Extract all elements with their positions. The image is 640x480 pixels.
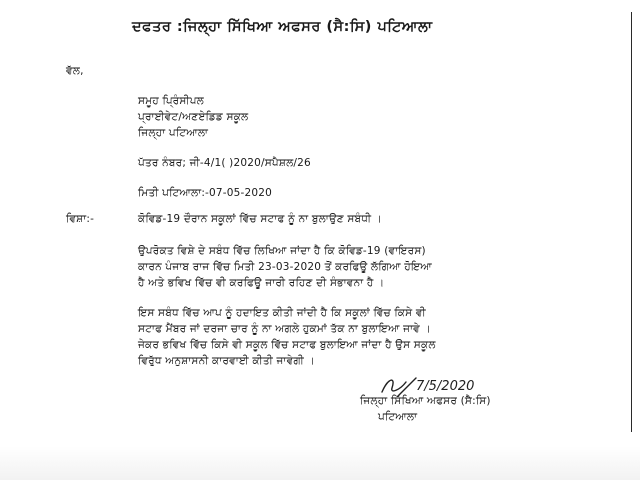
recipient-line-1: ਸਮੂਹ ਪ੍ਰਿੰਸੀਪਲ bbox=[138, 95, 204, 107]
paragraph-1-line-2: ਕਾਰਨ ਪੰਜਾਬ ਰਾਜ ਵਿੱਚ ਮਿਤੀ 23-03-2020 ਤੋਂ ਕਰਫਿਊ ਲੱਗਿਆ ਹੋਇਆ bbox=[138, 261, 432, 273]
date-line: ਮਿਤੀ ਪਟਿਆਲਾ:-07-05-2020 bbox=[138, 187, 273, 199]
subject-label: ਵਿਸ਼ਾ:- bbox=[66, 213, 95, 225]
letter-number: ਪੱਤਰ ਨੰਬਰ; ਜੀ-4/1( )2020/ਸਪੈਸ਼ਲ/26 bbox=[138, 157, 311, 169]
recipient-line-3: ਜਿਲ੍ਹਾ ਪਟਿਆਲਾ bbox=[138, 127, 209, 139]
paragraph-2-line-1: ਇਸ ਸਬੰਧ ਵਿੱਚ ਆਪ ਨੂੰ ਹਦਾਇਤ ਕੀਤੀ ਜਾਂਦੀ ਹੈ ਕਿ ਸਕੂਲਾਂ ਵਿੱਚ ਕਿਸੇ ਵੀ bbox=[138, 307, 426, 319]
office-header: ਦਫਤਰ :ਜਿਲ੍ਹਾ ਸਿੱਖਿਆ ਅਫਸਰ (ਸੈ:ਸਿ) ਪਟਿਆਲਾ bbox=[132, 19, 433, 35]
page-bottom-shadow bbox=[0, 446, 640, 480]
to-label: ਵੱਲ, bbox=[66, 65, 84, 77]
paragraph-1-line-3: ਹੈ ਅਤੇ ਭਵਿਖ ਵਿੱਚ ਵੀ ਕਰਫਿਊ ਜਾਰੀ ਰਹਿਣ ਦੀ ਸੰਭਾਵਨਾ ਹੈ । bbox=[138, 277, 385, 289]
paragraph-2-line-4: ਵਿਰੁੱਧ ਅਨੁਸ਼ਾਸਨੀ ਕਾਰਵਾਈ ਕੀਤੀ ਜਾਵੇਗੀ । bbox=[138, 355, 315, 367]
paragraph-1-line-1: ਉਪਰੋਕਤ ਵਿਸ਼ੇ ਦੇ ਸਬੰਧ ਵਿੱਚ ਲਿਖਿਆ ਜਾਂਦਾ ਹੈ ਕਿ ਕੋਵਿਡ-19 (ਵਾਇਰਸ) bbox=[138, 245, 426, 257]
recipient-line-2: ਪ੍ਰਾਈਵੇਟ/ਅਣਏਡਿਡ ਸਕੂਲ bbox=[138, 111, 249, 123]
subject-text: ਕੋਵਿਡ-19 ਦੌਰਾਨ ਸਕੂਲਾਂ ਵਿੱਚ ਸਟਾਫ ਨੂੰ ਨਾ ਬੁਲਾਉਣ ਸਬੰਧੀ । bbox=[138, 213, 383, 225]
paragraph-2-line-2: ਸਟਾਫ ਮੈਂਬਰ ਜਾਂ ਦਰਜਾ ਚਾਰ ਨੂੰ ਨਾ ਅਗਲੇ ਹੁਕਮਾਂ ਤੱਕ ਨਾ ਬੁਲਾਇਆ ਜਾਵੇ । bbox=[138, 323, 431, 335]
signatory-title: ਜਿਲ੍ਹਾ ਸਿੱਖਿਆ ਅਫਸਰ (ਸੈ:ਸਿ) bbox=[360, 395, 491, 407]
page-edge-line bbox=[631, 12, 633, 432]
signatory-place: ਪਟਿਆਲਾ bbox=[378, 411, 418, 423]
paragraph-2-line-3: ਜੇਕਰ ਭਵਿਖ ਵਿੱਚ ਕਿਸੇ ਵੀ ਸਕੂਲ ਵਿੱਚ ਸਟਾਫ ਬੁਲਾਇਆ ਜਾਂਦਾ ਹੈ ਉਸ ਸਕੂਲ bbox=[138, 339, 436, 351]
signature-date: 7/5/2020 bbox=[416, 379, 475, 394]
